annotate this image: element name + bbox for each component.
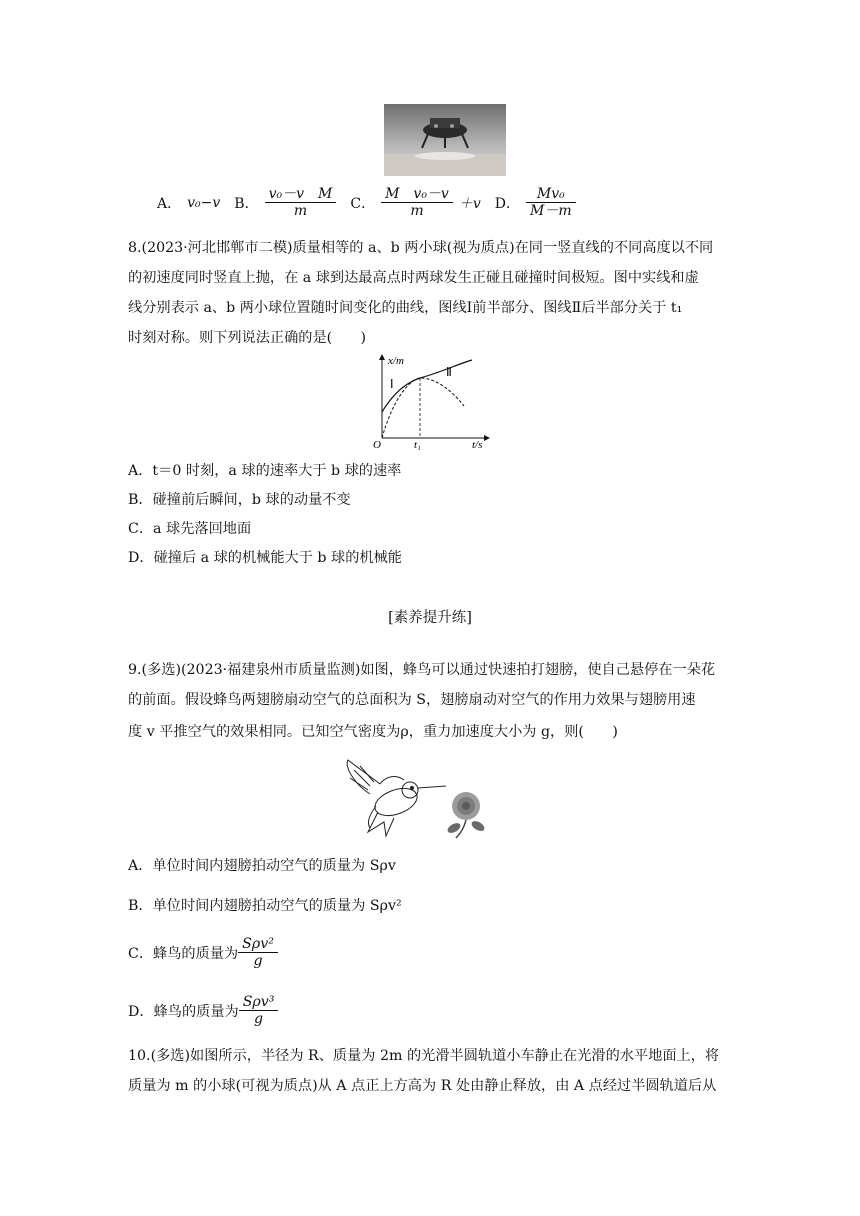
hummingbird-illustration — [340, 756, 492, 842]
q9-option-a: A．单位时间内翅膀拍动空气的质量为 Sρv — [128, 858, 396, 874]
q8-stem-line-2: 的初速度同时竖直上抛，在 a 球到达最高点时两球发生正碰且碰撞时间极短。图中实线和虚 — [128, 270, 699, 286]
q7-option-b: B． $\frac{\text{v₀－v M}}{m}$ — [234, 186, 336, 219]
lander-photo — [384, 104, 506, 176]
q7-option-d: D． $\frac{\text{Mv₀}}{M-m}$ — [495, 186, 576, 219]
graph-t1-label: t₁ — [414, 439, 421, 450]
q9-stem-line-2: 的前面。假设蜂鸟两翅膀扇动空气的总面积为 S，翅膀扇动对空气的作用力效果与翅膀用速 — [128, 692, 696, 708]
graph-y-label: x/m — [388, 355, 404, 367]
graph-x-label: t/s — [472, 439, 483, 450]
q9-option-c: C．蜂鸟的质量为 $\frac{\text{Sρv²}}{g}$ — [128, 936, 278, 969]
q8-position-time-graph — [372, 352, 492, 450]
graph-curve2-label: Ⅱ — [446, 365, 452, 379]
q9-stem-line-1: 9.(多选)(2023·福建泉州市质量监测)如图，蜂鸟可以通过快速拍打翅膀，使自己悬停在一朵花 — [128, 662, 716, 678]
q10-stem-line-1: 10.(多选)如图所示，半径为 R、质量为 2m 的光滑半圆轨道小车静止在光滑的水平地面上，将 — [128, 1048, 720, 1064]
q7-options — [157, 186, 576, 219]
q8-stem-line-1: 8.(2023·河北邯郸市二模)质量相等的 a、b 两小球(视为质点)在同一竖直线的不同高度以不同 — [128, 240, 714, 256]
q9-option-d: D．蜂鸟的质量为 $\frac{\text{Sρv³}}{g}$ — [128, 994, 278, 1027]
q8-option-a: A．t＝0 时刻，a 球的速率大于 b 球的速率 — [128, 463, 402, 479]
section-title: [素养提升练] — [388, 610, 472, 626]
q8-stem-line-3: 线分别表示 a、b 两小球位置随时间变化的曲线，图线Ⅰ前半部分、图线Ⅱ后半部分关于 t₁ — [128, 300, 683, 316]
q7-option-c: C． $\frac{\text{M v₀－v}}{m}$ ＋v — [350, 186, 481, 219]
graph-curve1-label: Ⅰ — [390, 377, 394, 391]
q8-option-b: B．碰撞前后瞬间，b 球的动量不变 — [128, 492, 351, 508]
q8-stem-line-4: 时刻对称。则下列说法正确的是( ) — [128, 330, 367, 346]
graph-origin-label: O — [373, 439, 381, 450]
q7-option-a: A． v₀−v — [157, 194, 221, 212]
q8-option-d: D．碰撞后 a 球的机械能大于 b 球的机械能 — [128, 550, 402, 566]
q10-stem-line-2: 质量为 m 的小球(可视为质点)从 A 点正上方高为 R 处由静止释放，由 A 点经过半圆轨道后从 — [128, 1078, 717, 1094]
q9-option-b: B．单位时间内翅膀拍动空气的质量为 Sρv² — [128, 898, 402, 914]
q9-stem-line-3: 度 v 平推空气的效果相同。已知空气密度为ρ，重力加速度大小为 g，则( ) — [128, 724, 618, 740]
q8-option-c: C．a 球先落回地面 — [128, 521, 252, 537]
